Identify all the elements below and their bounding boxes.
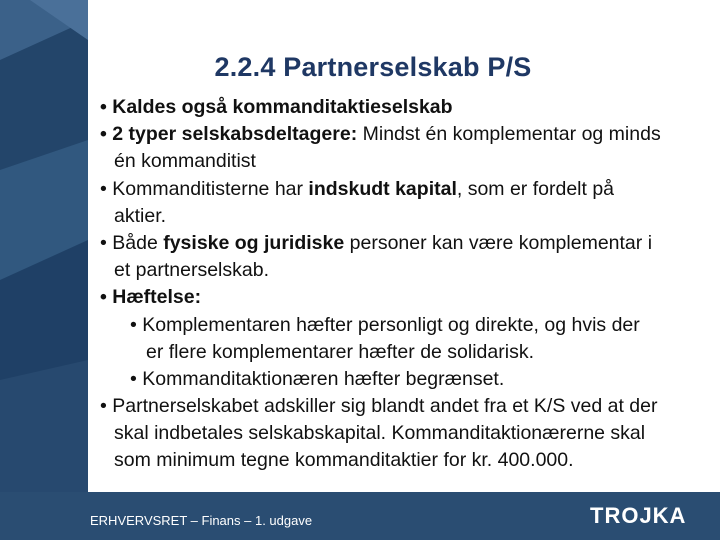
- list-item: • Hæftelse:: [100, 286, 202, 309]
- trojka-logo: TROJKA: [590, 503, 687, 528]
- slide-title: 2.2.4 Partnerselskab P/S: [214, 52, 532, 82]
- list-item: • 2 typer selskabsdeltagere: Mindst én komplementar og minds: [100, 123, 661, 146]
- list-item: skal indbetales selskabskapital. Kommanditaktionærerne skal: [114, 422, 646, 445]
- list-item: som minimum tegne kommanditaktier for kr. 400.000.: [114, 449, 574, 472]
- list-item: • Både fysiske og juridiske personer kan være komplementar i: [100, 231, 653, 254]
- list-item: • Kaldes også kommanditaktieselskab: [100, 96, 453, 118]
- bullet-list: [100, 94, 720, 475]
- footer-text: ERHVERVSRET – Finans – 1. udgave: [90, 513, 313, 528]
- list-item: et partnerselskab.: [114, 259, 270, 282]
- decorative-shapes: [0, 0, 88, 540]
- list-item: • Partnerselskabet adskiller sig blandt andet fra et K/S ved at der: [100, 395, 658, 418]
- list-item: • Kommanditaktionæren hæfter begrænset.: [130, 367, 505, 390]
- list-item: aktier.: [114, 204, 167, 227]
- list-item: • Kommanditisterne har indskudt kapital, som er fordelt på: [100, 177, 615, 200]
- list-item: • Komplementaren hæfter personligt og direkte, og hvis der: [130, 313, 640, 336]
- list-item: én kommanditist: [114, 150, 256, 173]
- left-decorative-panel: [0, 0, 88, 540]
- list-item: er flere komplementarer hæfter de solidarisk.: [146, 340, 534, 363]
